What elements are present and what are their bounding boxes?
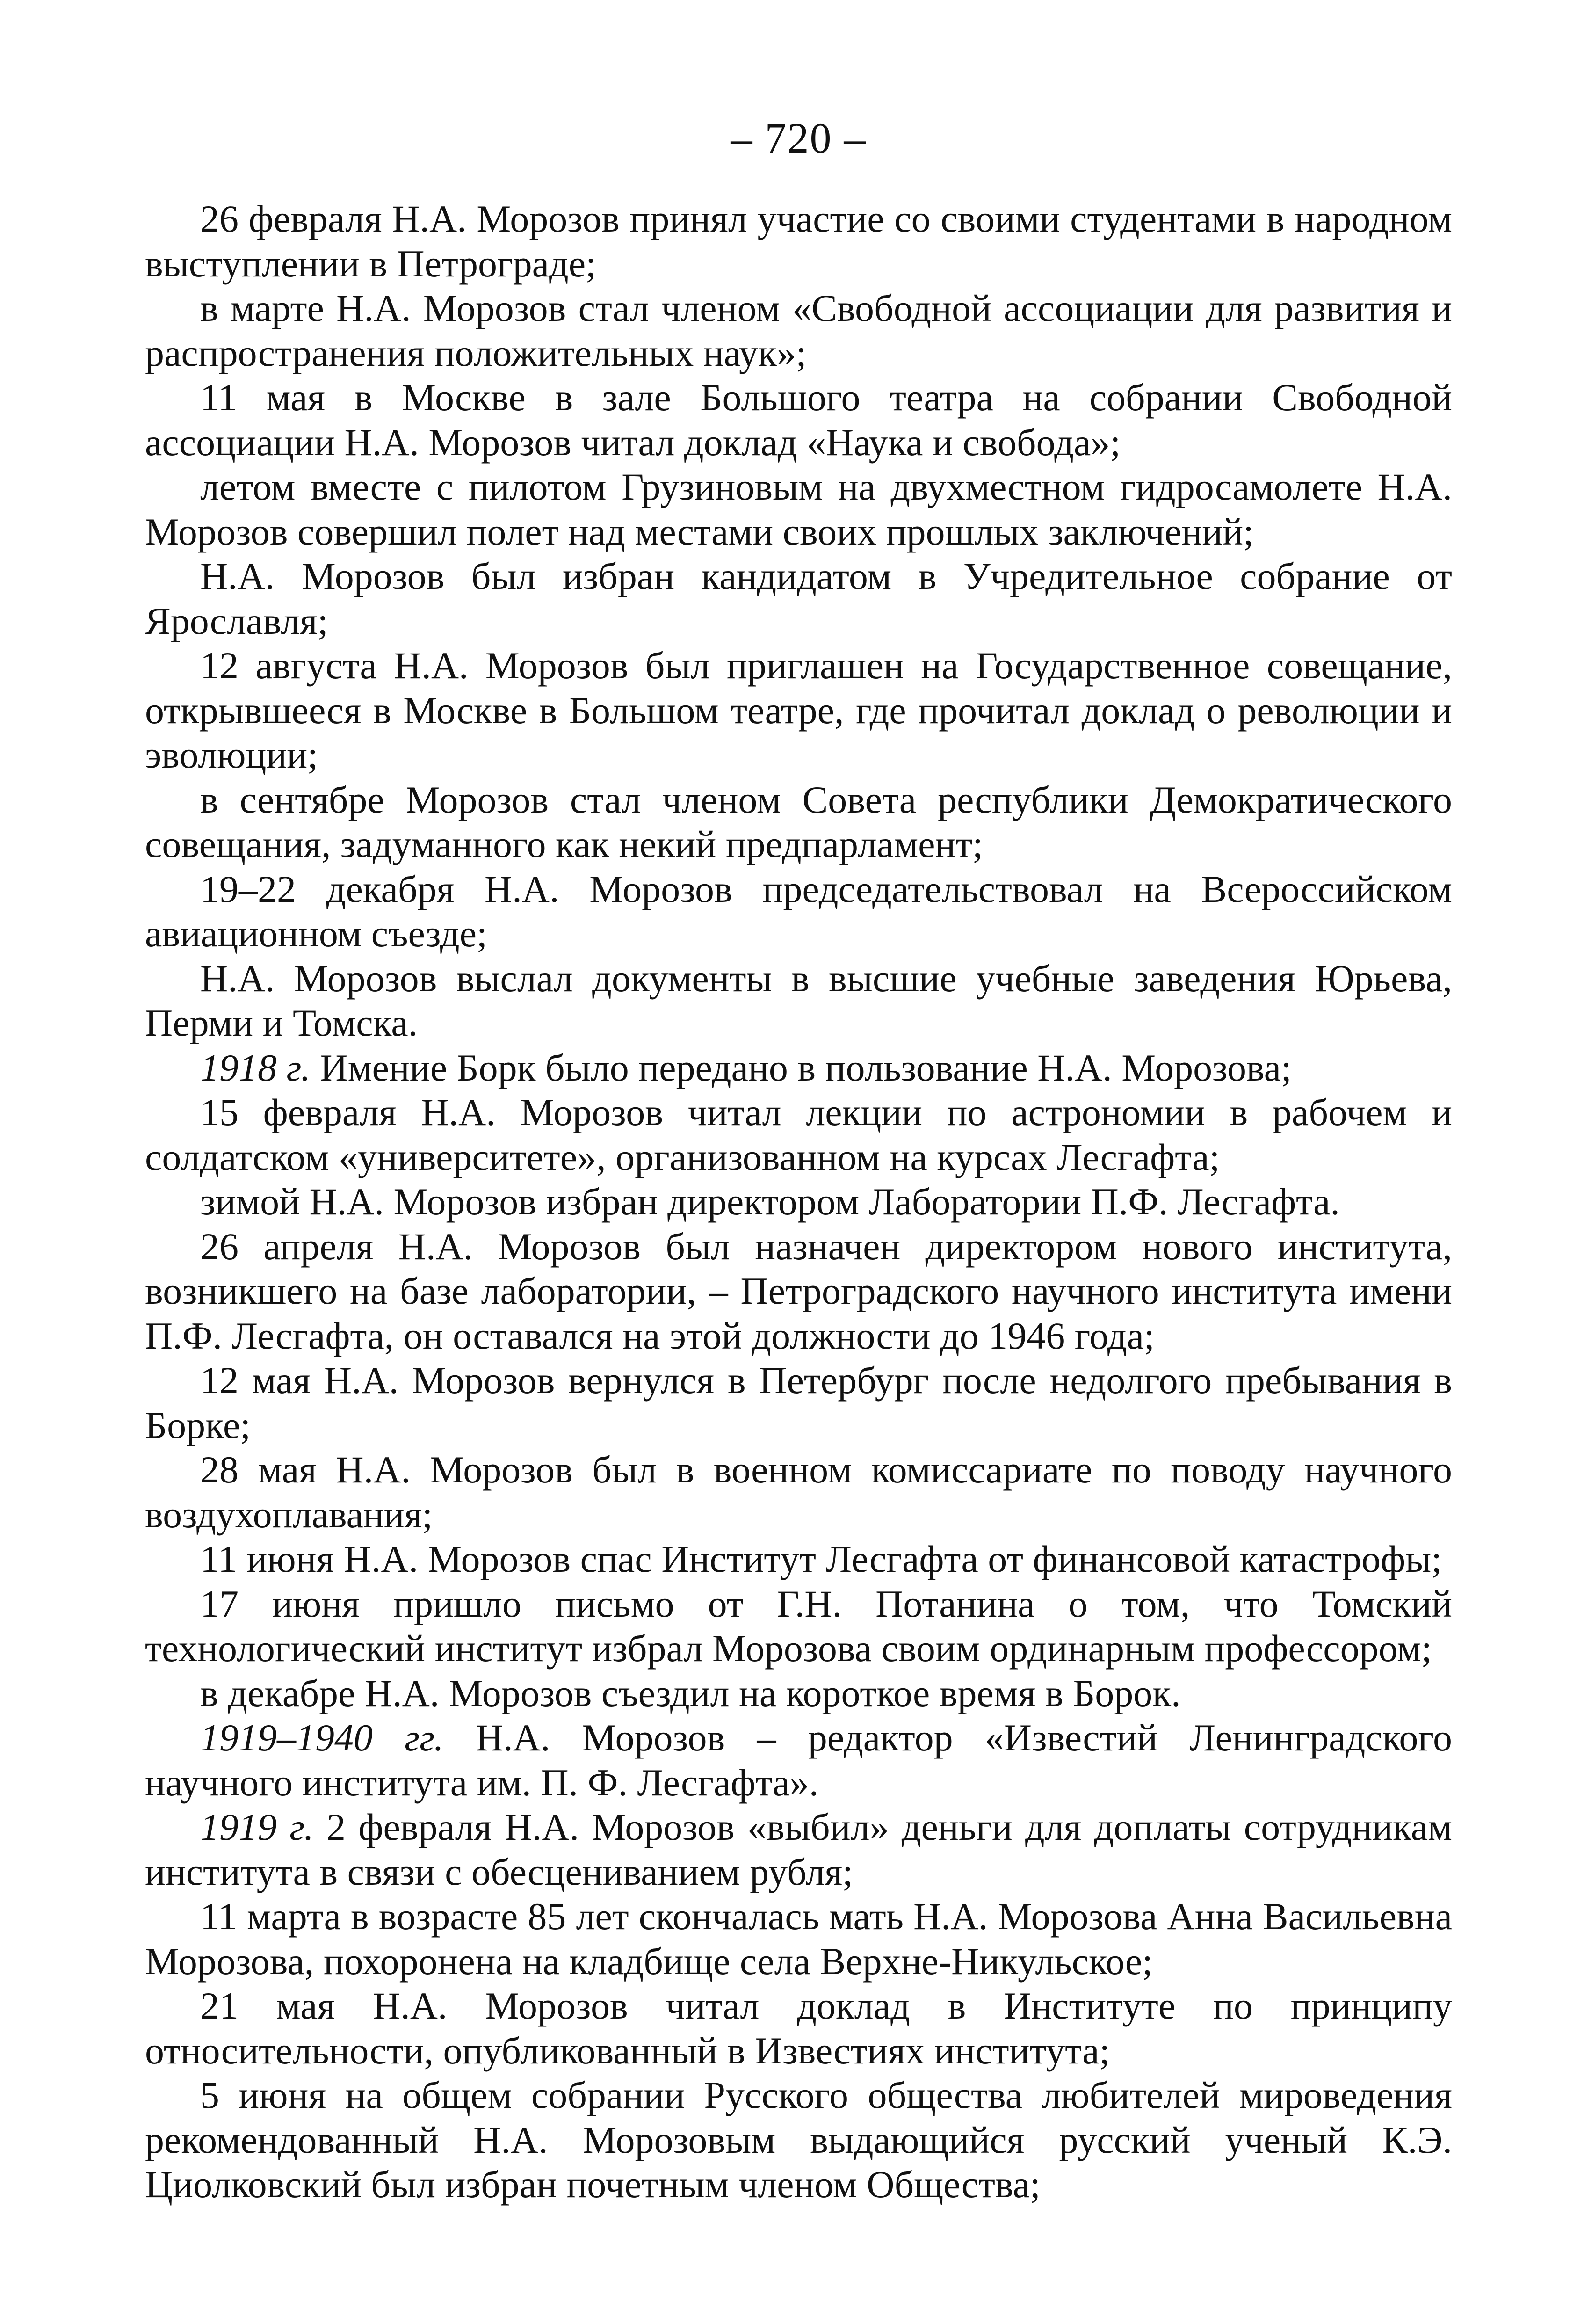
paragraph-text: 11 мая в Москве в зале Большого театра на собрании Свободной ассоциации Н.А. Морозов читал доклад «Наука и свобода»; xyxy=(145,376,1452,464)
paragraph xyxy=(145,777,1452,867)
paragraph-text: 15 февраля Н.А. Морозов читал лекции по астрономии в рабочем и солдатском «университете», организованном на курсах Лесгафта; xyxy=(145,1091,1452,1178)
paragraph xyxy=(145,1582,1452,1671)
paragraph xyxy=(145,1671,1452,1716)
paragraph xyxy=(145,375,1452,465)
paragraph-text: 11 марта в возрасте 85 лет скончалась мать Н.А. Морозова Анна Васильевна Морозова, похоронена на кладбище села Верхне-Никульское; xyxy=(145,1895,1452,1983)
paragraph xyxy=(145,1715,1452,1805)
paragraph-text: 19–22 декабря Н.А. Морозов председательствовал на Всероссийском авиационном съезде; xyxy=(145,867,1452,955)
paragraph-text: 26 февраля Н.А. Морозов принял участие со своими студентами в народном выступлении в Петрограде; xyxy=(145,197,1452,285)
paragraph xyxy=(145,465,1452,554)
paragraph xyxy=(145,1983,1452,2073)
paragraph-text: в сентябре Морозов стал членом Совета республики Демократического совещания, задуманного как некий предпарламент; xyxy=(145,778,1452,865)
paragraph xyxy=(145,1805,1452,1894)
paragraph xyxy=(145,196,1452,286)
paragraph xyxy=(145,2073,1452,2207)
paragraph xyxy=(145,554,1452,643)
paragraph-text: Н.А. Морозов был избран кандидатом в Учредительное собрание от Ярославля; xyxy=(145,555,1452,642)
paragraph xyxy=(145,956,1452,1046)
paragraph-text: 2 февраля Н.А. Морозов «выбил» деньги для доплаты сотрудникам института в связи с обесцениванием рубля; xyxy=(145,1806,1452,1893)
paragraph xyxy=(145,1046,1452,1090)
paragraph xyxy=(145,643,1452,777)
paragraph xyxy=(145,286,1452,375)
paragraph-text: 12 августа Н.А. Морозов был приглашен на Государственное совещание, открывшееся в Москве в Большом театре, где прочитал доклад о революции и эволюции; xyxy=(145,644,1452,776)
paragraph xyxy=(145,867,1452,956)
paragraph xyxy=(145,1894,1452,1983)
paragraph-text: Н.А. Морозов выслал документы в высшие учебные заведения Юрьева, Перми и Томска. xyxy=(145,957,1452,1044)
paragraph-year: 1919–1940 гг. xyxy=(200,1716,444,1759)
paragraph-text: 5 июня на общем собрании Русского общества любителей мироведения рекомендованный Н.А. Морозовым выдающийся русский ученый К.Э. Циолковский был избран почетным членом Общества; xyxy=(145,2074,1452,2206)
paragraph xyxy=(145,1224,1452,1358)
paragraph-text: в марте Н.А. Морозов стал членом «Свободной ассоциации для развития и распространения положительных наук»; xyxy=(145,287,1452,374)
paragraph-text: Н.А. Морозов – редактор «Известий Ленинградского научного института им. П. Ф. Лесгафта». xyxy=(145,1716,1452,1804)
paragraph xyxy=(145,1447,1452,1537)
paragraph-year: 1918 г. xyxy=(200,1046,311,1089)
paragraph xyxy=(145,1358,1452,1447)
paragraph-text: 11 июня Н.А. Морозов спас Институт Лесгафта от финансовой катастрофы; xyxy=(200,1538,1442,1580)
paragraph-text: 21 мая Н.А. Морозов читал доклад в Институте по принципу относительности, опубликованный в Известиях института; xyxy=(145,1984,1452,2072)
paragraph-text: летом вместе с пилотом Грузиновым на двухместном гидросамолете Н.А. Морозов совершил полет над местами своих прошлых заключений; xyxy=(145,465,1452,553)
paragraph xyxy=(145,1090,1452,1179)
paragraph-text: в декабре Н.А. Морозов съездил на короткое время в Борок. xyxy=(200,1671,1181,1714)
paragraph-text: Имение Борк было передано в пользование Н.А. Морозова; xyxy=(310,1046,1292,1089)
paragraph-text: 28 мая Н.А. Морозов был в военном комиссариате по поводу научного воздухоплавания; xyxy=(145,1448,1452,1536)
paragraph-text: зимой Н.А. Морозов избран директором Лаборатории П.Ф. Лесгафта. xyxy=(200,1180,1340,1223)
paragraph-text: 17 июня пришло письмо от Г.Н. Потанина о том, что Томский технологический институт избрал Морозова своим ординарным профессором; xyxy=(145,1582,1452,1670)
page-number: – 720 – xyxy=(731,114,867,162)
body-text xyxy=(145,196,1452,2207)
paragraph xyxy=(145,1179,1452,1224)
document-page xyxy=(145,112,1452,2207)
paragraph xyxy=(145,1537,1452,1582)
paragraph-text: 12 мая Н.А. Морозов вернулся в Петербург после недолгого пребывания в Борке; xyxy=(145,1359,1452,1446)
paragraph-year: 1919 г. xyxy=(200,1806,314,1848)
paragraph-text: 26 апреля Н.А. Морозов был назначен директором нового института, возникшего на базе лаборатории, – Петроградского научного института имени П.Ф. Лесгафта, он оставался на этой должности до 1946 года; xyxy=(145,1225,1452,1357)
